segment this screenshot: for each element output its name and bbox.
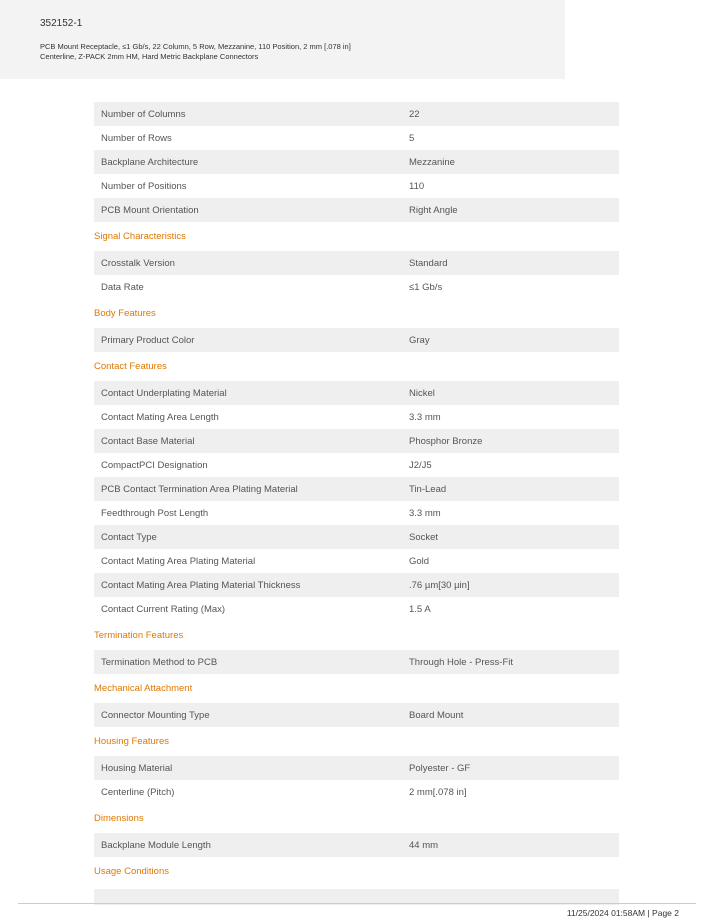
- section-heading: Usage Conditions: [94, 866, 169, 877]
- spec-value: Tin-Lead: [409, 483, 447, 495]
- spec-row: [94, 429, 619, 453]
- spec-label: PCB Mount Orientation: [101, 204, 199, 216]
- spec-label: Number of Rows: [101, 132, 172, 144]
- spec-value: J2/J5: [409, 459, 432, 471]
- spec-label: Crosstalk Version: [101, 257, 175, 269]
- section-heading: Mechanical Attachment: [94, 683, 193, 694]
- spec-table: [94, 102, 619, 905]
- spec-value: 1.5 A: [409, 603, 431, 615]
- spec-row: [94, 549, 619, 573]
- spec-value: Through Hole - Press-Fit: [409, 656, 514, 668]
- spec-label: Contact Type: [101, 531, 157, 543]
- spec-row: [94, 756, 619, 780]
- spec-label: Number of Positions: [101, 180, 187, 192]
- spec-label: Backplane Architecture: [101, 156, 199, 168]
- spec-label: Contact Current Rating (Max): [101, 603, 226, 615]
- spec-value: 2 mm[.078 in]: [409, 786, 467, 798]
- spec-value: Board Mount: [409, 709, 464, 721]
- spec-row: [94, 102, 619, 126]
- spec-value: 22: [409, 108, 420, 120]
- spec-value: Nickel: [409, 387, 435, 399]
- spec-value: Standard: [409, 257, 448, 269]
- spec-value: Polyester - GF: [409, 762, 471, 774]
- section-heading: Housing Features: [94, 736, 169, 747]
- spec-row: [94, 150, 619, 174]
- spec-label: Feedthrough Post Length: [101, 507, 209, 519]
- spec-row: [94, 174, 619, 198]
- spec-label: Data Rate: [101, 281, 144, 293]
- spec-label: Connector Mounting Type: [101, 709, 210, 721]
- spec-label: Contact Mating Area Plating Material Thickness: [101, 579, 301, 591]
- spec-value: 110: [409, 180, 425, 192]
- spec-label: Backplane Module Length: [101, 839, 211, 851]
- spec-label: CompactPCI Designation: [101, 459, 208, 471]
- section-heading: Termination Features: [94, 630, 184, 641]
- spec-row: [94, 780, 619, 804]
- part-header: [0, 0, 565, 79]
- spec-value: Phosphor Bronze: [409, 435, 483, 447]
- section-heading: Dimensions: [94, 813, 144, 824]
- spec-row: [94, 650, 619, 674]
- spec-value: Gold: [409, 555, 430, 567]
- spec-value: 44 mm: [409, 839, 439, 851]
- spec-label: Contact Mating Area Plating Material: [101, 555, 256, 567]
- spec-value: Gray: [409, 334, 430, 346]
- spec-label: Centerline (Pitch): [101, 786, 175, 798]
- page-footer: 11/25/2024 01:58AM | Page 2: [566, 908, 679, 918]
- spec-value: 3.3 mm: [409, 411, 441, 423]
- spec-row: [94, 381, 619, 405]
- part-description: PCB Mount Receptacle, ≤1 Gb/s, 22 Column, 5 Row, Mezzanine, 110 Position, 2 mm [.078 in] Centerline, Z-PACK 2mm HM, Hard Metric Backplane Connectors: [40, 42, 351, 61]
- spec-value: .76 µm[30 µin]: [409, 579, 470, 591]
- spec-value: Right Angle: [409, 204, 458, 216]
- spec-value: ≤1 Gb/s: [409, 281, 443, 293]
- spec-label: Contact Base Material: [101, 435, 195, 447]
- spec-row: [94, 477, 619, 501]
- spec-label: Housing Material: [101, 762, 173, 774]
- section-heading: Contact Features: [94, 361, 167, 372]
- spec-row: [94, 328, 619, 352]
- spec-value: 3.3 mm: [409, 507, 441, 519]
- spec-row: [94, 126, 619, 150]
- spec-row: [94, 703, 619, 727]
- section-heading: Body Features: [94, 308, 156, 319]
- spec-value: 5: [409, 132, 415, 144]
- footer-divider: [18, 903, 696, 904]
- spec-row: [94, 198, 619, 222]
- spec-label: Termination Method to PCB: [101, 656, 218, 668]
- spec-row: [94, 525, 619, 549]
- spec-label: Primary Product Color: [101, 334, 195, 346]
- spec-label: PCB Contact Termination Area Plating Material: [101, 483, 298, 495]
- spec-value: Socket: [409, 531, 439, 543]
- section-heading: Signal Characteristics: [94, 231, 186, 242]
- spec-row: [94, 573, 619, 597]
- spec-row: [94, 597, 619, 621]
- spec-value: Mezzanine: [409, 156, 455, 168]
- spec-row: [94, 251, 619, 275]
- spec-row: [94, 453, 619, 477]
- spec-label: Number of Columns: [101, 108, 186, 120]
- spec-row: [94, 833, 619, 857]
- spec-label: Contact Mating Area Length: [101, 411, 219, 423]
- spec-row: [94, 275, 619, 299]
- spec-label: Contact Underplating Material: [101, 387, 227, 399]
- part-number: 352152-1: [40, 18, 83, 29]
- spec-row: [94, 405, 619, 429]
- spec-row: [94, 501, 619, 525]
